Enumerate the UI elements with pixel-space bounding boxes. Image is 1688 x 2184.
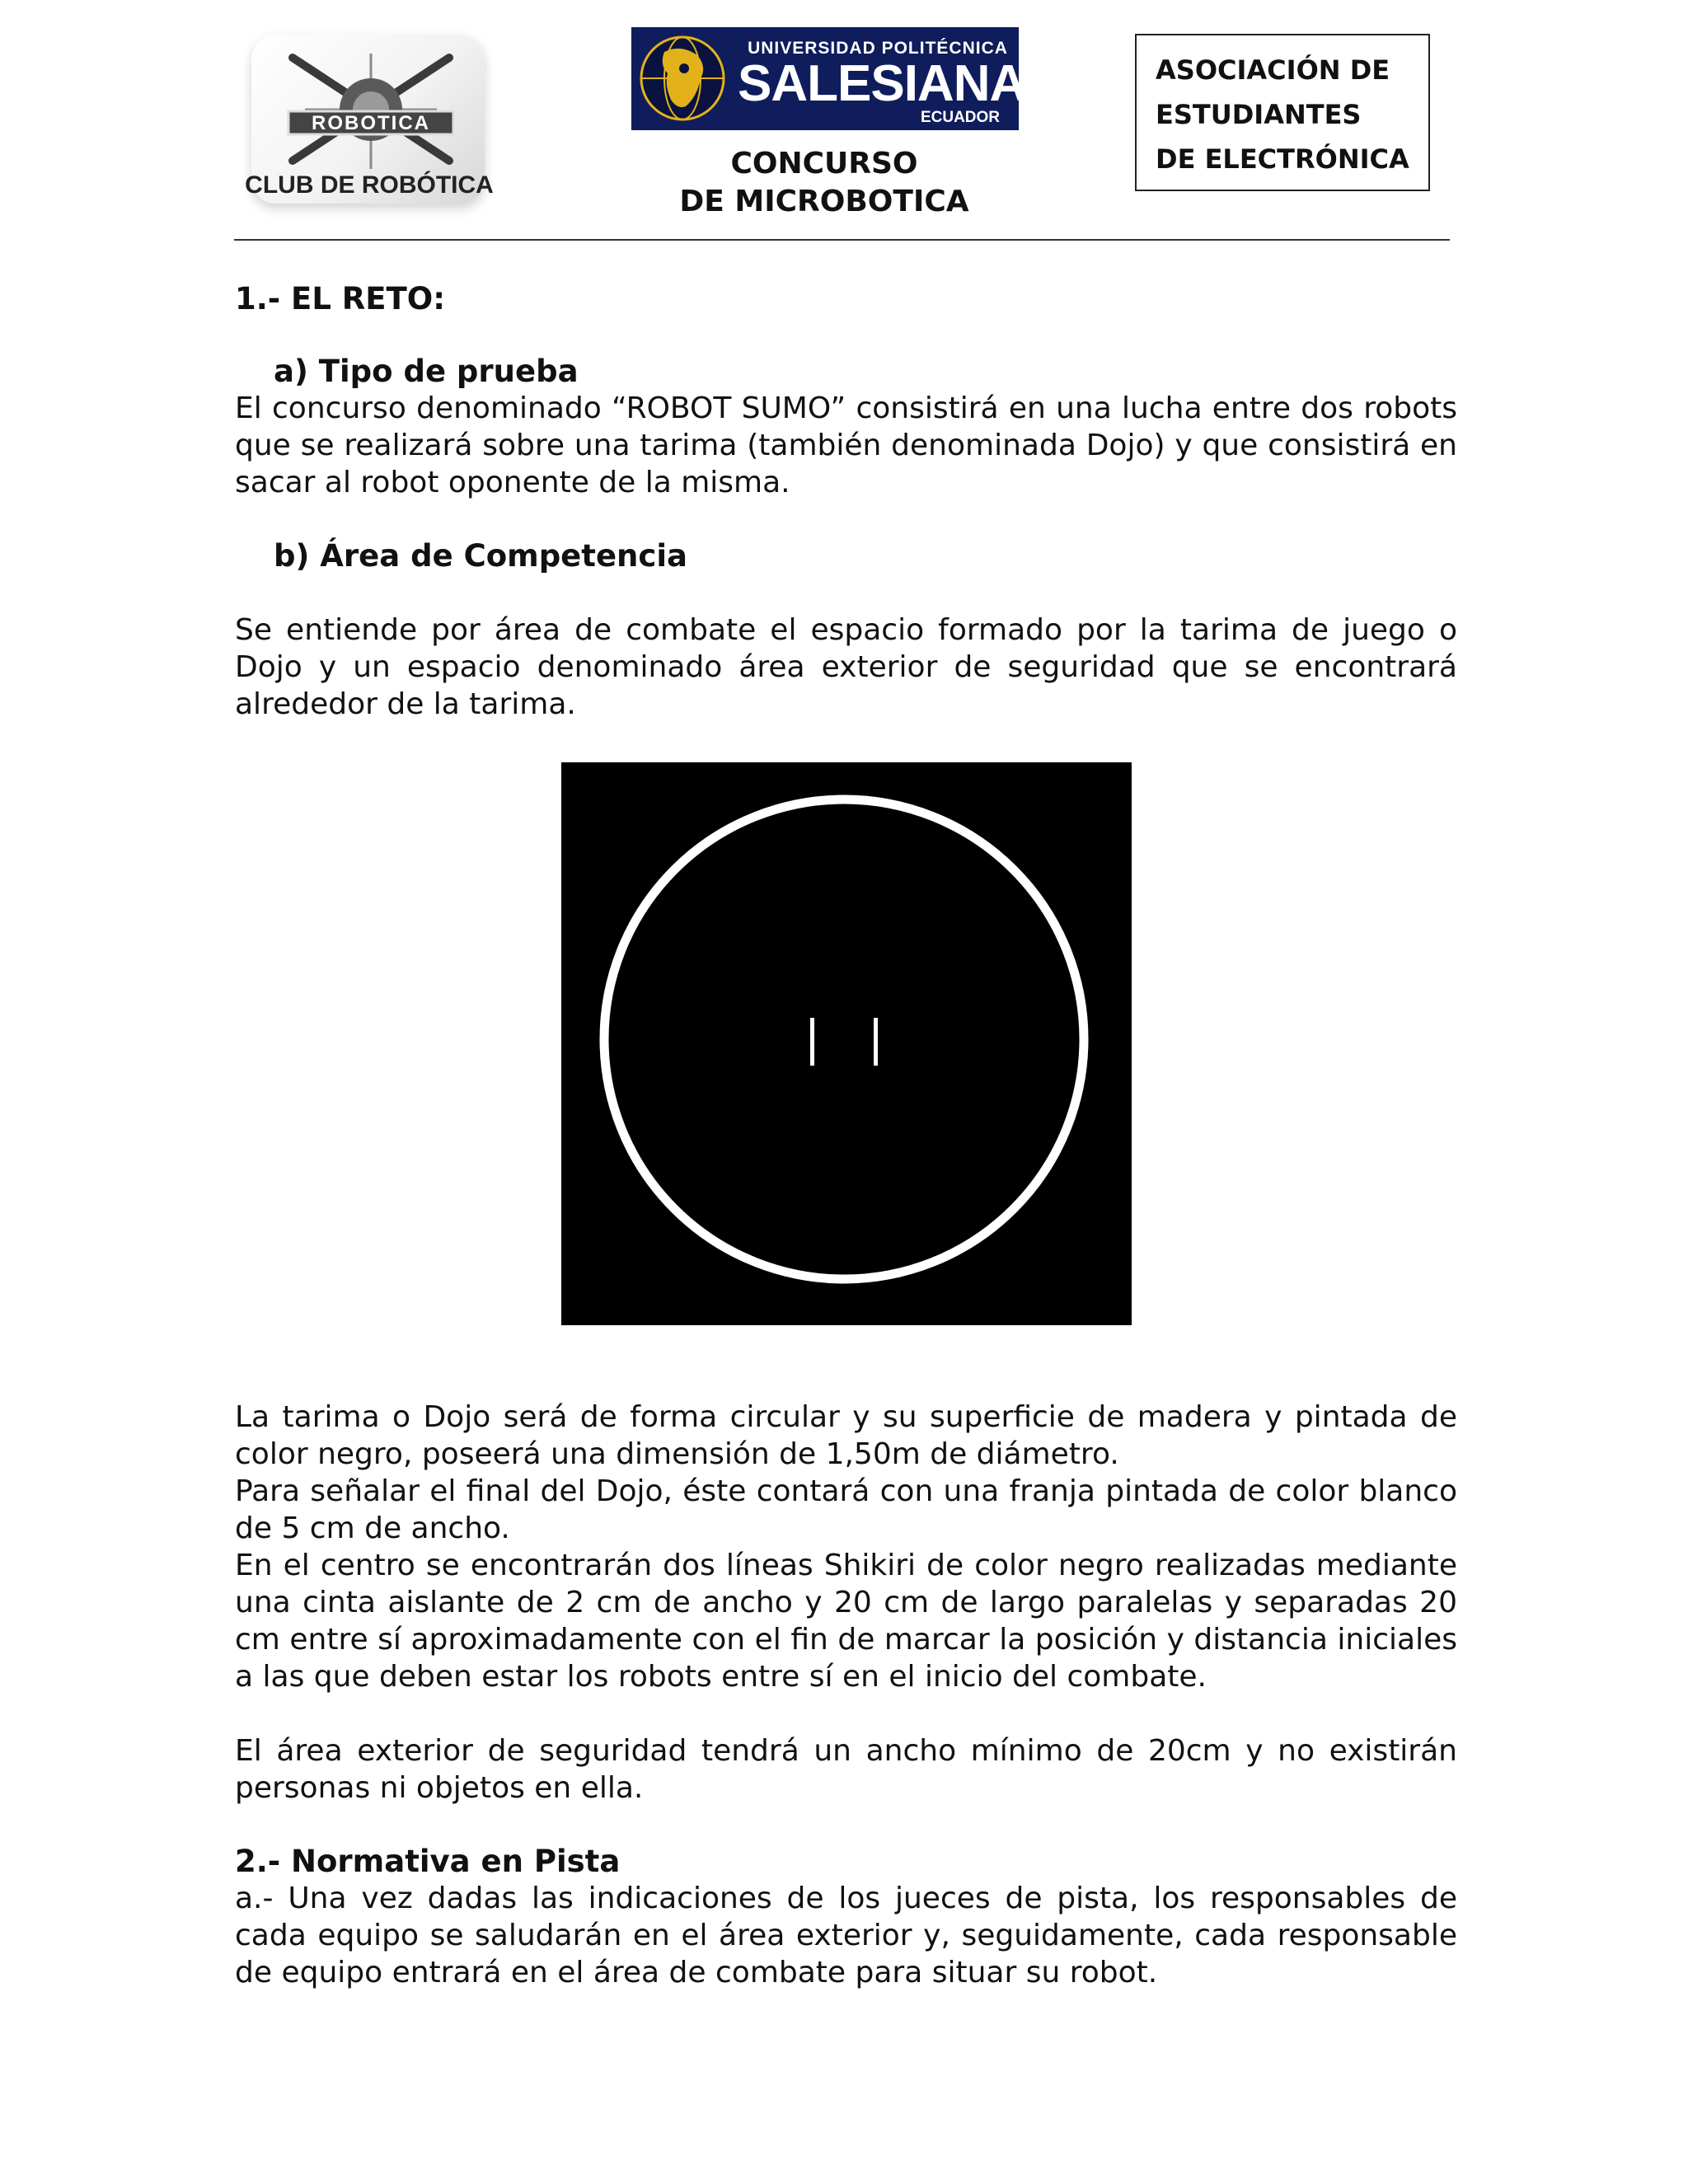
dojo-paragraph-4: El área exterior de seguridad tendrá un ancho mínimo de 20cm y no existirán personas ni objetos en ella. <box>235 1734 1457 1805</box>
association-line-3: DE ELECTRÓNICA <box>1156 143 1409 175</box>
association-line-2: ESTUDIANTES <box>1156 99 1362 130</box>
university-country: ECUADOR <box>920 109 1001 126</box>
association-line-1: ASOCIACIÓN DE <box>1156 54 1390 86</box>
dojo-diagram <box>561 762 1132 1325</box>
robot-emblem-icon <box>272 45 470 177</box>
header-divider <box>234 239 1450 241</box>
university-name: SALESIANA <box>738 55 1026 112</box>
contest-title-line2: DE MICROBOTICA <box>679 185 969 218</box>
section-1b-title: b) Área de Competencia <box>274 538 687 574</box>
section-1a-paragraph: El concurso denominado “ROBOT SUMO” consistirá en una lucha entre dos robots que se realizará sobre una tarima (también denominada Dojo) y que consistirá en sacar al robot oponente de la misma. <box>235 391 1457 499</box>
shikiri-line-right <box>874 1018 878 1066</box>
section-2a-paragraph: a.- Una vez dadas las indicaciones de los jueces de pista, los responsables de cada equipo se saludarán en el área exterior y, seguidamente, cada responsable de equipo entrará en el área de combate para situar su robot. <box>235 1882 1457 1990</box>
dojo-background <box>561 762 1132 1325</box>
dojo-paragraph-2: Para señalar el final del Dojo, éste contará con una franja pintada de color blanco de 5 cm de ancho. <box>235 1474 1457 1545</box>
club-name: CLUB DE ROBÓTICA <box>245 171 494 199</box>
contest-title <box>626 145 1022 221</box>
shikiri-line-left <box>810 1018 814 1066</box>
contest-title-line1: CONCURSO <box>730 147 918 180</box>
section-1b-paragraph: Se entiende por área de combate el espacio formado por la tarima de juego o Dojo y un espacio denominado área exterior de seguridad que se encontrará alrededor de la tarima. <box>235 613 1457 721</box>
section-2-title: 2.- Normativa en Pista <box>235 1844 621 1879</box>
university-line: UNIVERSIDAD POLITÉCNICA <box>748 39 1008 58</box>
club-logo-text: ROBOTICA <box>312 112 430 134</box>
section-1-title: 1.- EL RETO: <box>235 281 446 316</box>
dojo-paragraph-3: En el centro se encontrarán dos líneas Shikiri de color negro realizadas mediante una cinta aislante de 2 cm de ancho y 20 cm de largo paralelas y separadas 20 cm entre sí aproximadamente con el fin de marcar la posición y distancia iniciales a las que deben estar los robots entre sí en el inicio del combate. <box>235 1549 1457 1694</box>
section-1a-title: a) Tipo de prueba <box>274 354 579 389</box>
dojo-paragraph-1: La tarima o Dojo será de forma circular y su superficie de madera y pintada de color negro, poseerá una dimensión de 1,50m de diámetro. <box>235 1400 1457 1471</box>
